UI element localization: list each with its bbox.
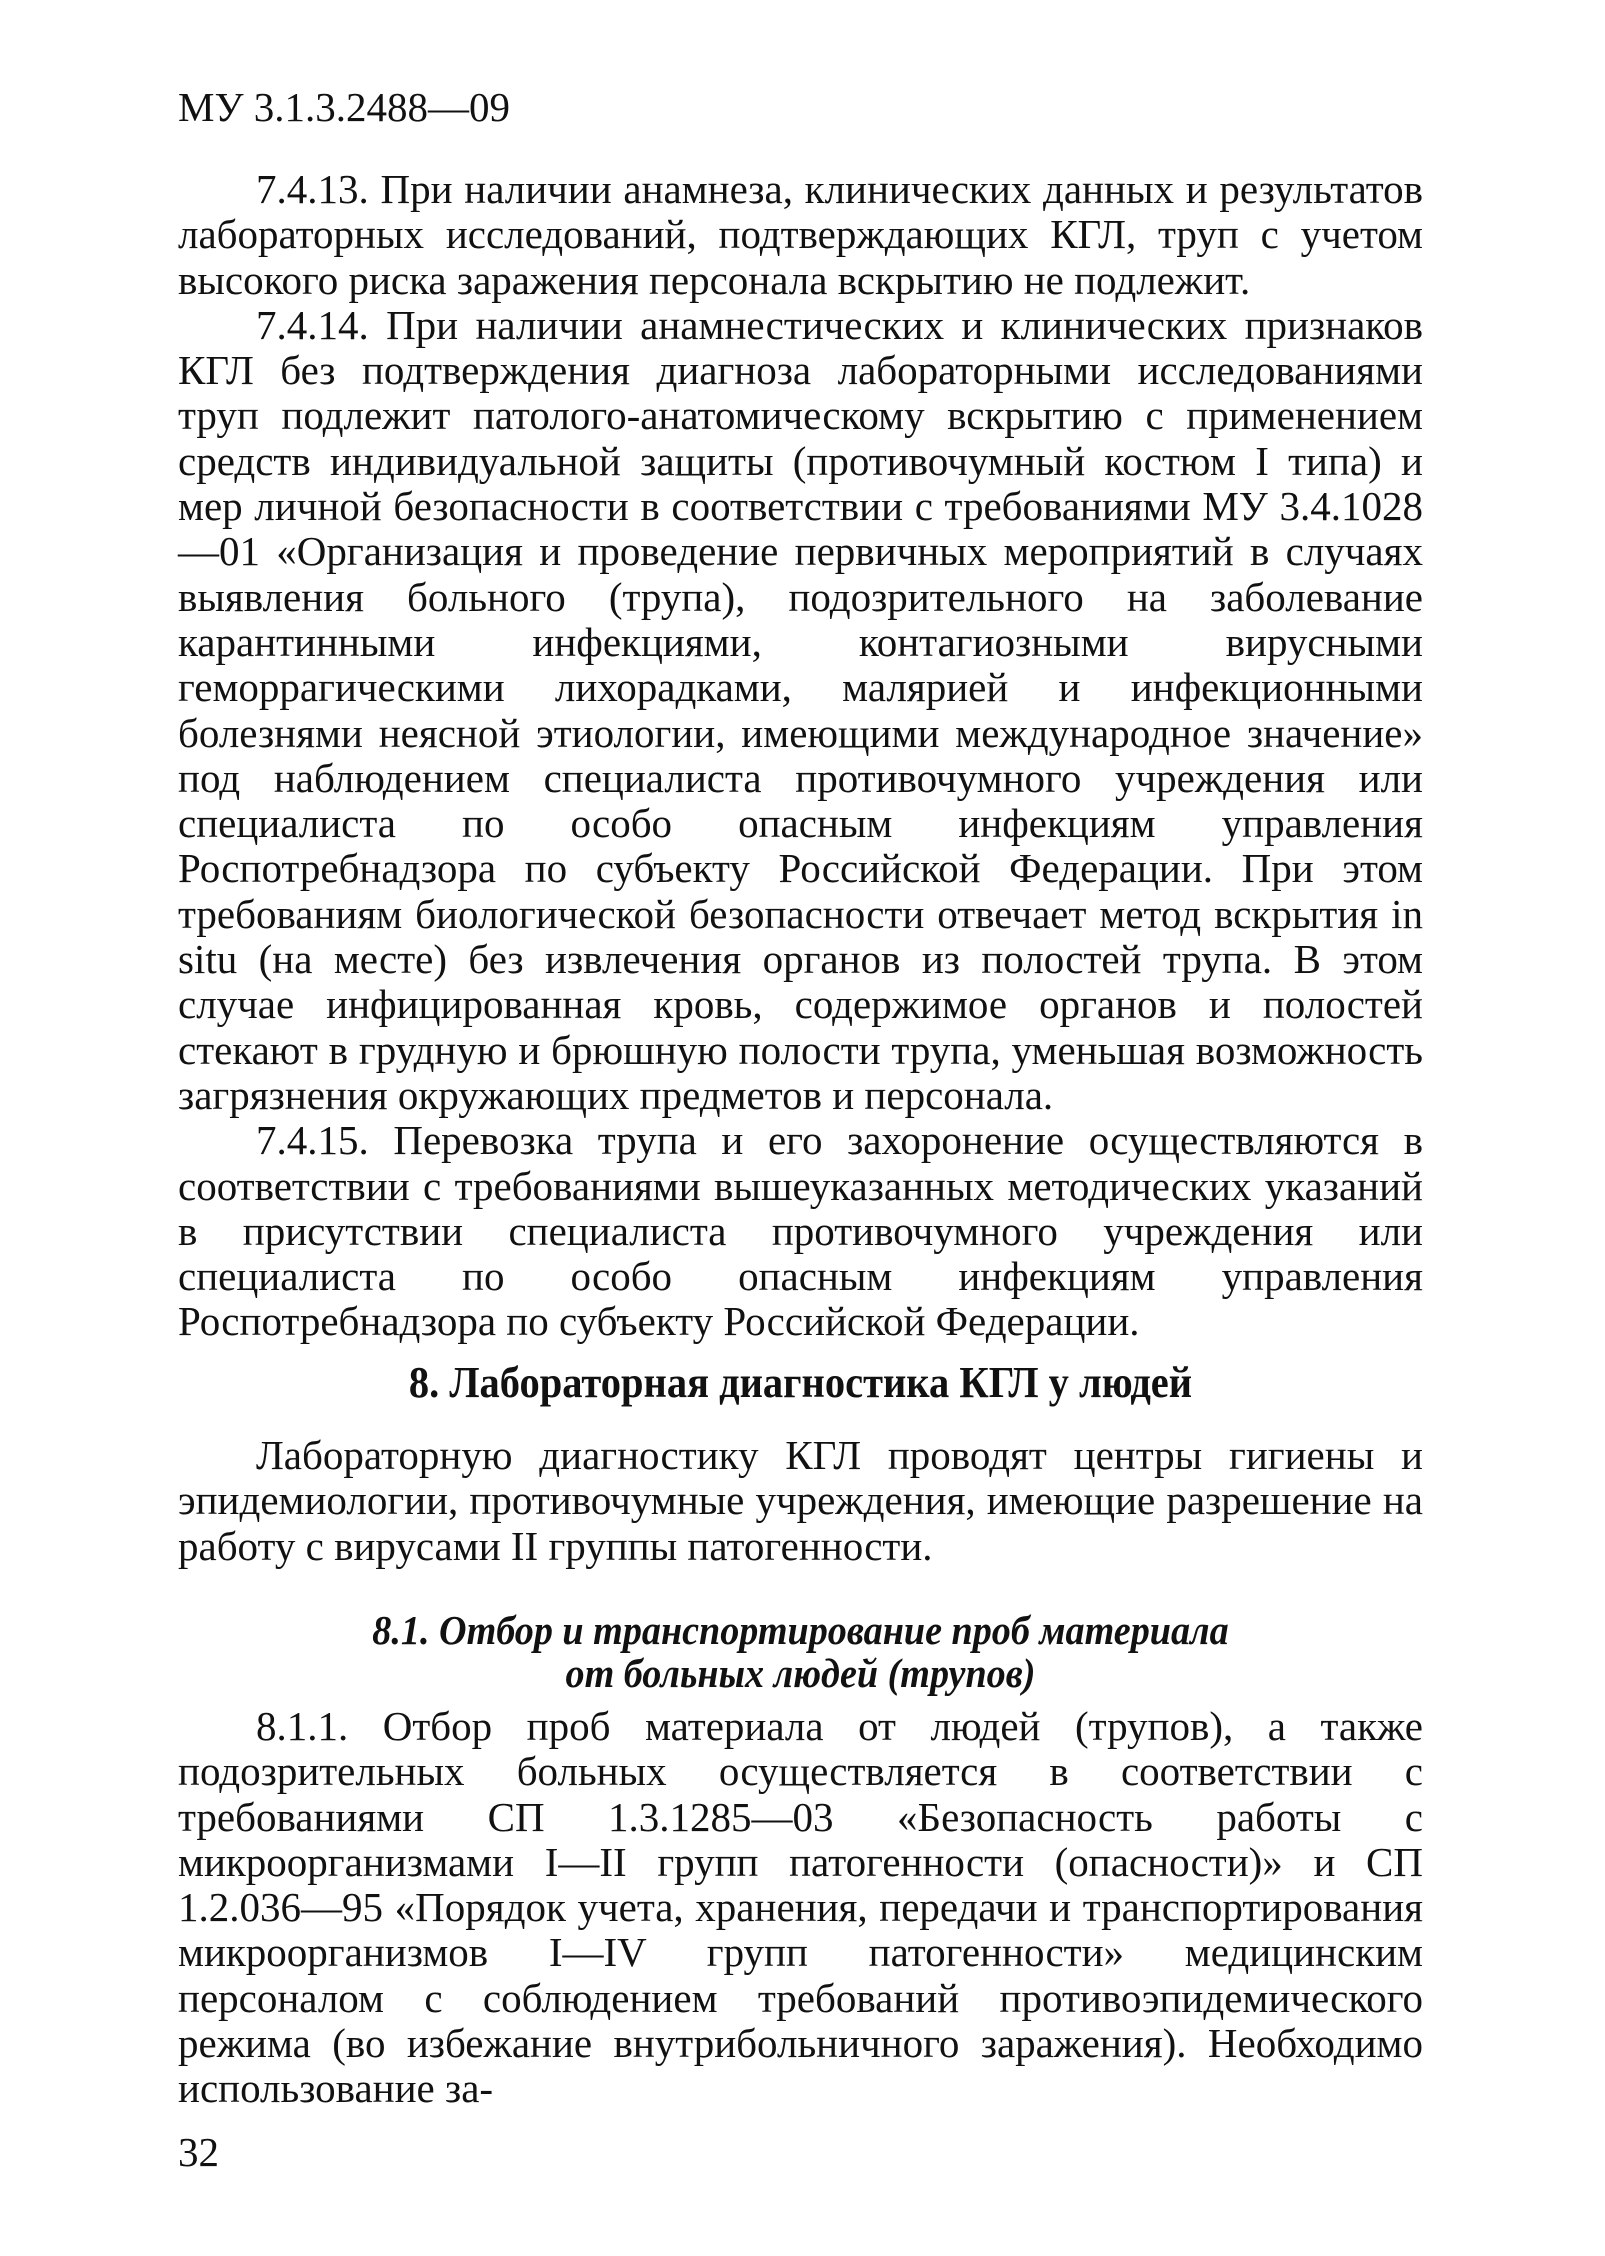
text-block-8-1-1 bbox=[178, 1704, 1423, 2112]
document-code-header: МУ 3.1.3.2488—09 bbox=[178, 84, 510, 130]
paragraph-7-4-14: 7.4.14. При наличии анамнестических и клинических признаков КГЛ без подтверждения диагноза лабораторными исследованиями труп подлежит патолого-анатомическому вскрытию с применением средств индивидуальной защиты (противочумный костюм I типа) и мер личной безопасности в соответствии с требованиями МУ 3.4.1028—01 «Организация и проведение первичных мероприятий в случаях выявления больного (трупа), подозрительного на заболевание карантинными инфекциями, контагиозными вирусными геморрагическими лихорадками, малярией и инфекционными болезнями неясной этиологии, имеющими международное значение» под наблюдением специалиста противочумного учреждения или специалиста по особо опасным инфекциям управления Роспотребнадзора по субъекту Российской Федерации. При этом требованиям биологической безопасности отвечает метод вскрытия in situ (на месте) без извлечения органов из полостей трупа. В этом случае инфицированная кровь, содержимое органов и полостей стекают в грудную и брюшную полости трупа, уменьшая возможность загрязнения окружающих предметов и персонала. bbox=[178, 301, 1423, 1118]
paragraph-section-8-intro: Лабораторную диагностику КГЛ проводят центры гигиены и эпидемиологии, противочумные учреждения, имеющие разрешение на работу с вирусами II группы патогенности. bbox=[178, 1432, 1423, 1569]
paragraph-7-4-15: 7.4.15. Перевозка трупа и его захоронение осуществляются в соответствии с требованиями вышеуказанных методических указаний в присутствии специалиста противочумного учреждения или специалиста по особо опасным инфекциям управления Роспотребнадзора по субъекту Российской Федерации. bbox=[178, 1117, 1423, 1345]
paragraph-8-1-1: 8.1.1. Отбор проб материала от людей (трупов), а также подозрительных больных осуществляется в соответствии с требованиями СП 1.3.1285—03 «Безопасность работы с микроорганизмами I—II групп патогенности (опасности)» и СП 1.2.036—95 «Порядок учета, хранения, передачи и транспортирования микроорганизмов I—IV групп патогенности» медицинским персоналом с соблюдением требований противоэпидемического режима (во избежание внутрибольничного заражения). Необходимо использование за- bbox=[178, 1703, 1423, 2112]
section-heading-8: 8. Лабораторная диагностика КГЛ у людей bbox=[408, 1358, 1193, 1407]
subsection-heading-8-1 bbox=[222, 1609, 1380, 1695]
text-block-section-8-intro bbox=[178, 1433, 1423, 1569]
text-block-section-7 bbox=[178, 167, 1423, 1345]
page-number: 32 bbox=[178, 2129, 219, 2175]
paragraph-7-4-13: 7.4.13. При наличии анамнеза, клинических данных и результатов лабораторных исследований, подтверждающих КГЛ, труп с учетом высокого риска заражения персонала вскрытию не подлежит. bbox=[178, 166, 1423, 303]
subsection-heading-line-2: от больных людей (трупов) bbox=[565, 1650, 1036, 1696]
subsection-heading-line-1: 8.1. Отбор и транспортирование проб материала bbox=[372, 1607, 1229, 1653]
